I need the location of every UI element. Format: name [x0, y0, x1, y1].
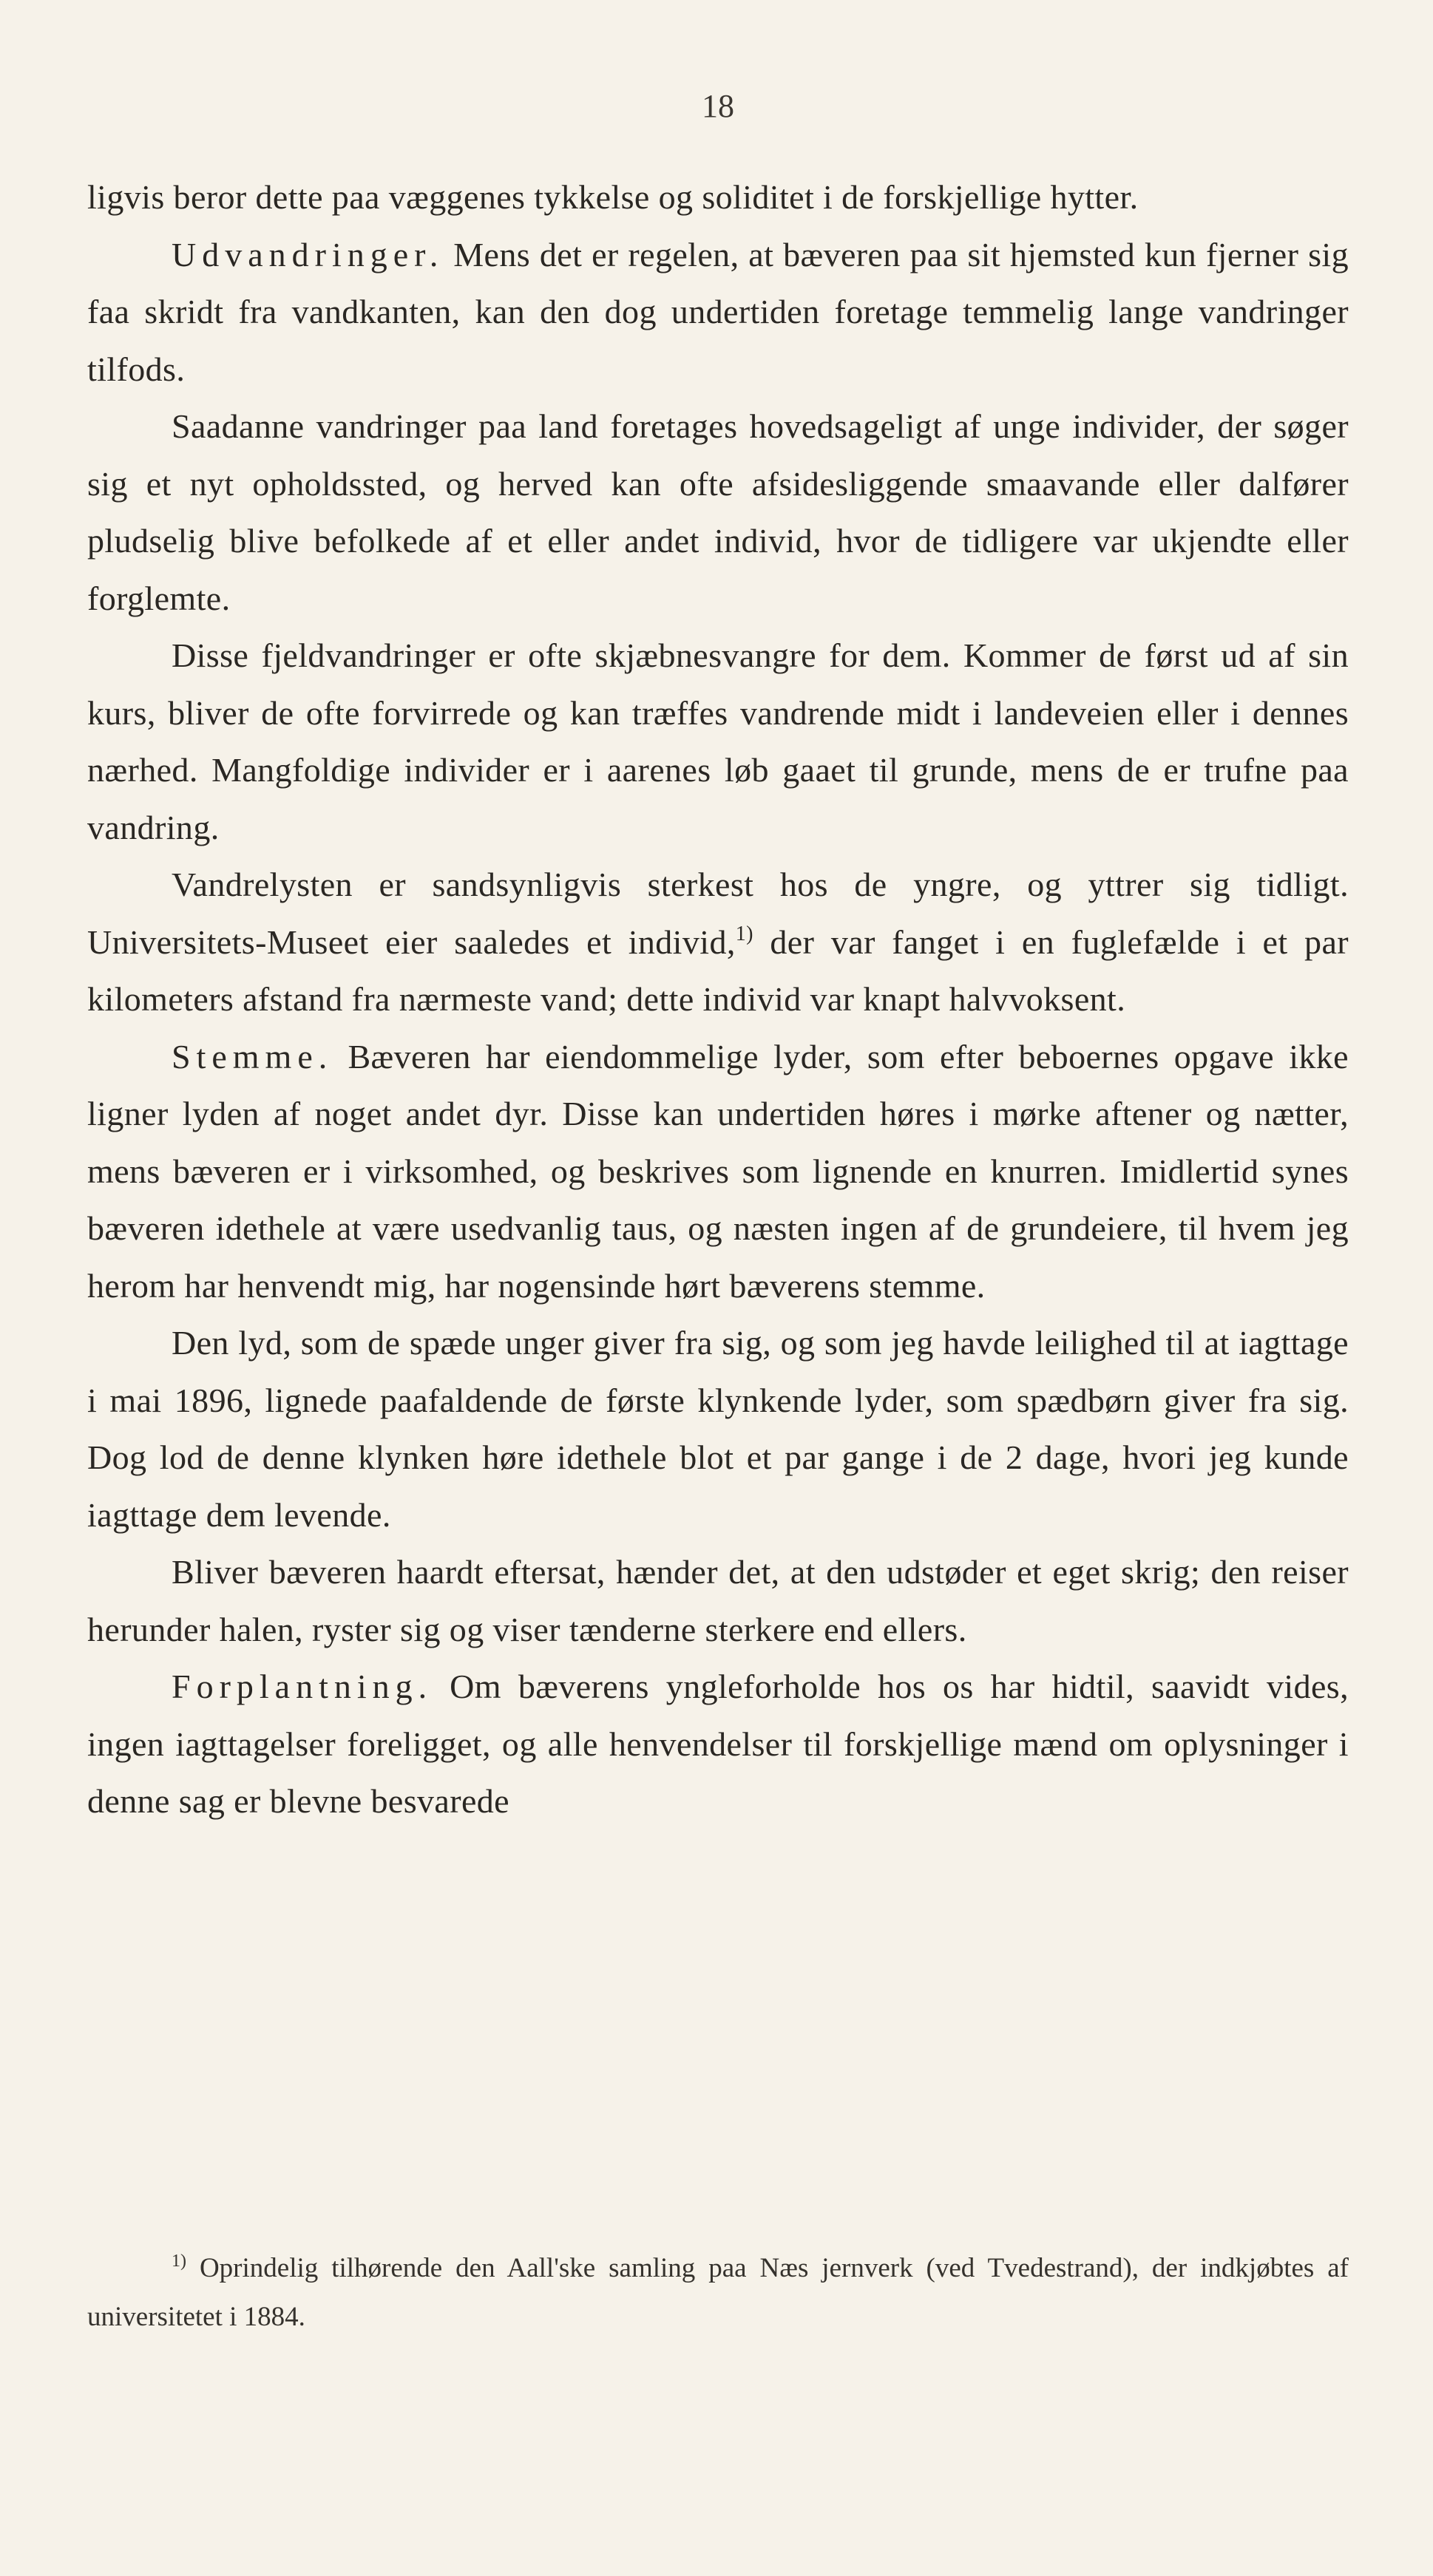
- paragraph-stemme: [87, 1028, 1349, 1315]
- paragraph-text: Mens det er regelen, at bæveren paa sit hjemsted kun fjerner sig faa skridt fra vandkanten, kan den dog undertiden foretage temmelig lange vandringer tilfods.: [87, 235, 1349, 388]
- paragraph-text: Bæveren har eiendommelige lyder, som efter beboernes opgave ikke ligner lyden af noget andet dyr. Disse kan undertiden høres i mørke aftener og nætter, mens bæveren er i virksomhed, og beskrives som lignende en knurren. Imidlertid synes bæveren idethele at være usedvanlig taus, og næsten ingen af de grundeiere, til hvem jeg herom har henvendt mig, har nogensinde hørt bæverens stemme.: [87, 1037, 1349, 1305]
- paragraph-4: [87, 627, 1349, 856]
- paragraph-text: ligvis beror dette paa væggenes tykkelse og soliditet i de forskjellige hytter.: [87, 178, 1139, 216]
- footnote-reference: 1): [735, 922, 753, 945]
- paragraph-text: Den lyd, som de spæde unger giver fra sig, og som jeg havde leilighed til at iagttage i mai 1896, lignede paafaldende de første klynkende lyder, som spædbørn giver fra sig. Dog lod de denne klynken høre idethele blot et par gange i de 2 dage, hvori jeg kunde iagttage dem levende.: [87, 1324, 1349, 1534]
- paragraph-text: der var fanget i en fuglefælde i et par kilometers afstand fra nærmeste vand; dette individ var knapt halvvoksent.: [87, 922, 1349, 1018]
- body-text: [87, 169, 1349, 1830]
- paragraph-forplantning: [87, 1658, 1349, 1830]
- paragraph-text: Saadanne vandringer paa land foretages hovedsageligt af unge individer, der søger sig et nyt opholdssted, og herved kan ofte afsidesliggende smaavande eller dalfører pludselig blive befolkede af et eller andet individ, hvor de tidligere var ukjendte eller forglemte.: [87, 407, 1349, 617]
- document-page: [87, 0, 1349, 2576]
- paragraph-udvandringer: [87, 226, 1349, 398]
- paragraph-text: Vandrelysten er sandsynligvis sterkest hos de yngre, og yttrer sig tidligt. Universitets-Museet eier saaledes et individ,: [87, 866, 1349, 961]
- paragraph-3: [87, 398, 1349, 627]
- paragraph-7: [87, 1314, 1349, 1543]
- section-lead-stemme: Stemme.: [172, 1037, 333, 1075]
- paragraph-8: [87, 1543, 1349, 1658]
- paragraph-text: Bliver bæveren haardt eftersat, hænder det, at den udstøder et eget skrig; den reiser herunder halen, ryster sig og viser tænderne sterkere end ellers.: [87, 1553, 1349, 1648]
- paragraph-text: Om bæverens yngleforholde hos os har hidtil, saavidt vides, ingen iagttagelser foreligget, og alle henvendelser til forskjellige mænd om oplysninger i denne sag er blevne besvarede: [87, 1668, 1349, 1820]
- paragraph-text: Disse fjeldvandringer er ofte skjæbnesvangre for dem. Kommer de først ud af sin kurs, bliver de ofte forvirrede og kan træffes vandrende midt i landeveien eller i dennes nærhed. Mangfoldige individer er i aarenes løb gaaet til grunde, mens de er trufne paa vandring.: [87, 636, 1349, 846]
- section-lead-forplantning: Forplantning.: [172, 1668, 433, 1705]
- footnote: [87, 2244, 1349, 2342]
- paragraph-1: [87, 169, 1349, 226]
- footnote-text: Oprindelig tilhørende den Aall'ske samling paa Næs jernverk (ved Tvedestrand), der indkjøbtes af universitetet i 1884.: [87, 2253, 1349, 2332]
- page-number: 18: [702, 88, 734, 124]
- section-lead-udvandringer: Udvandringer.: [172, 235, 444, 273]
- paragraph-5: [87, 856, 1349, 1028]
- footnote-mark: 1): [172, 2252, 186, 2271]
